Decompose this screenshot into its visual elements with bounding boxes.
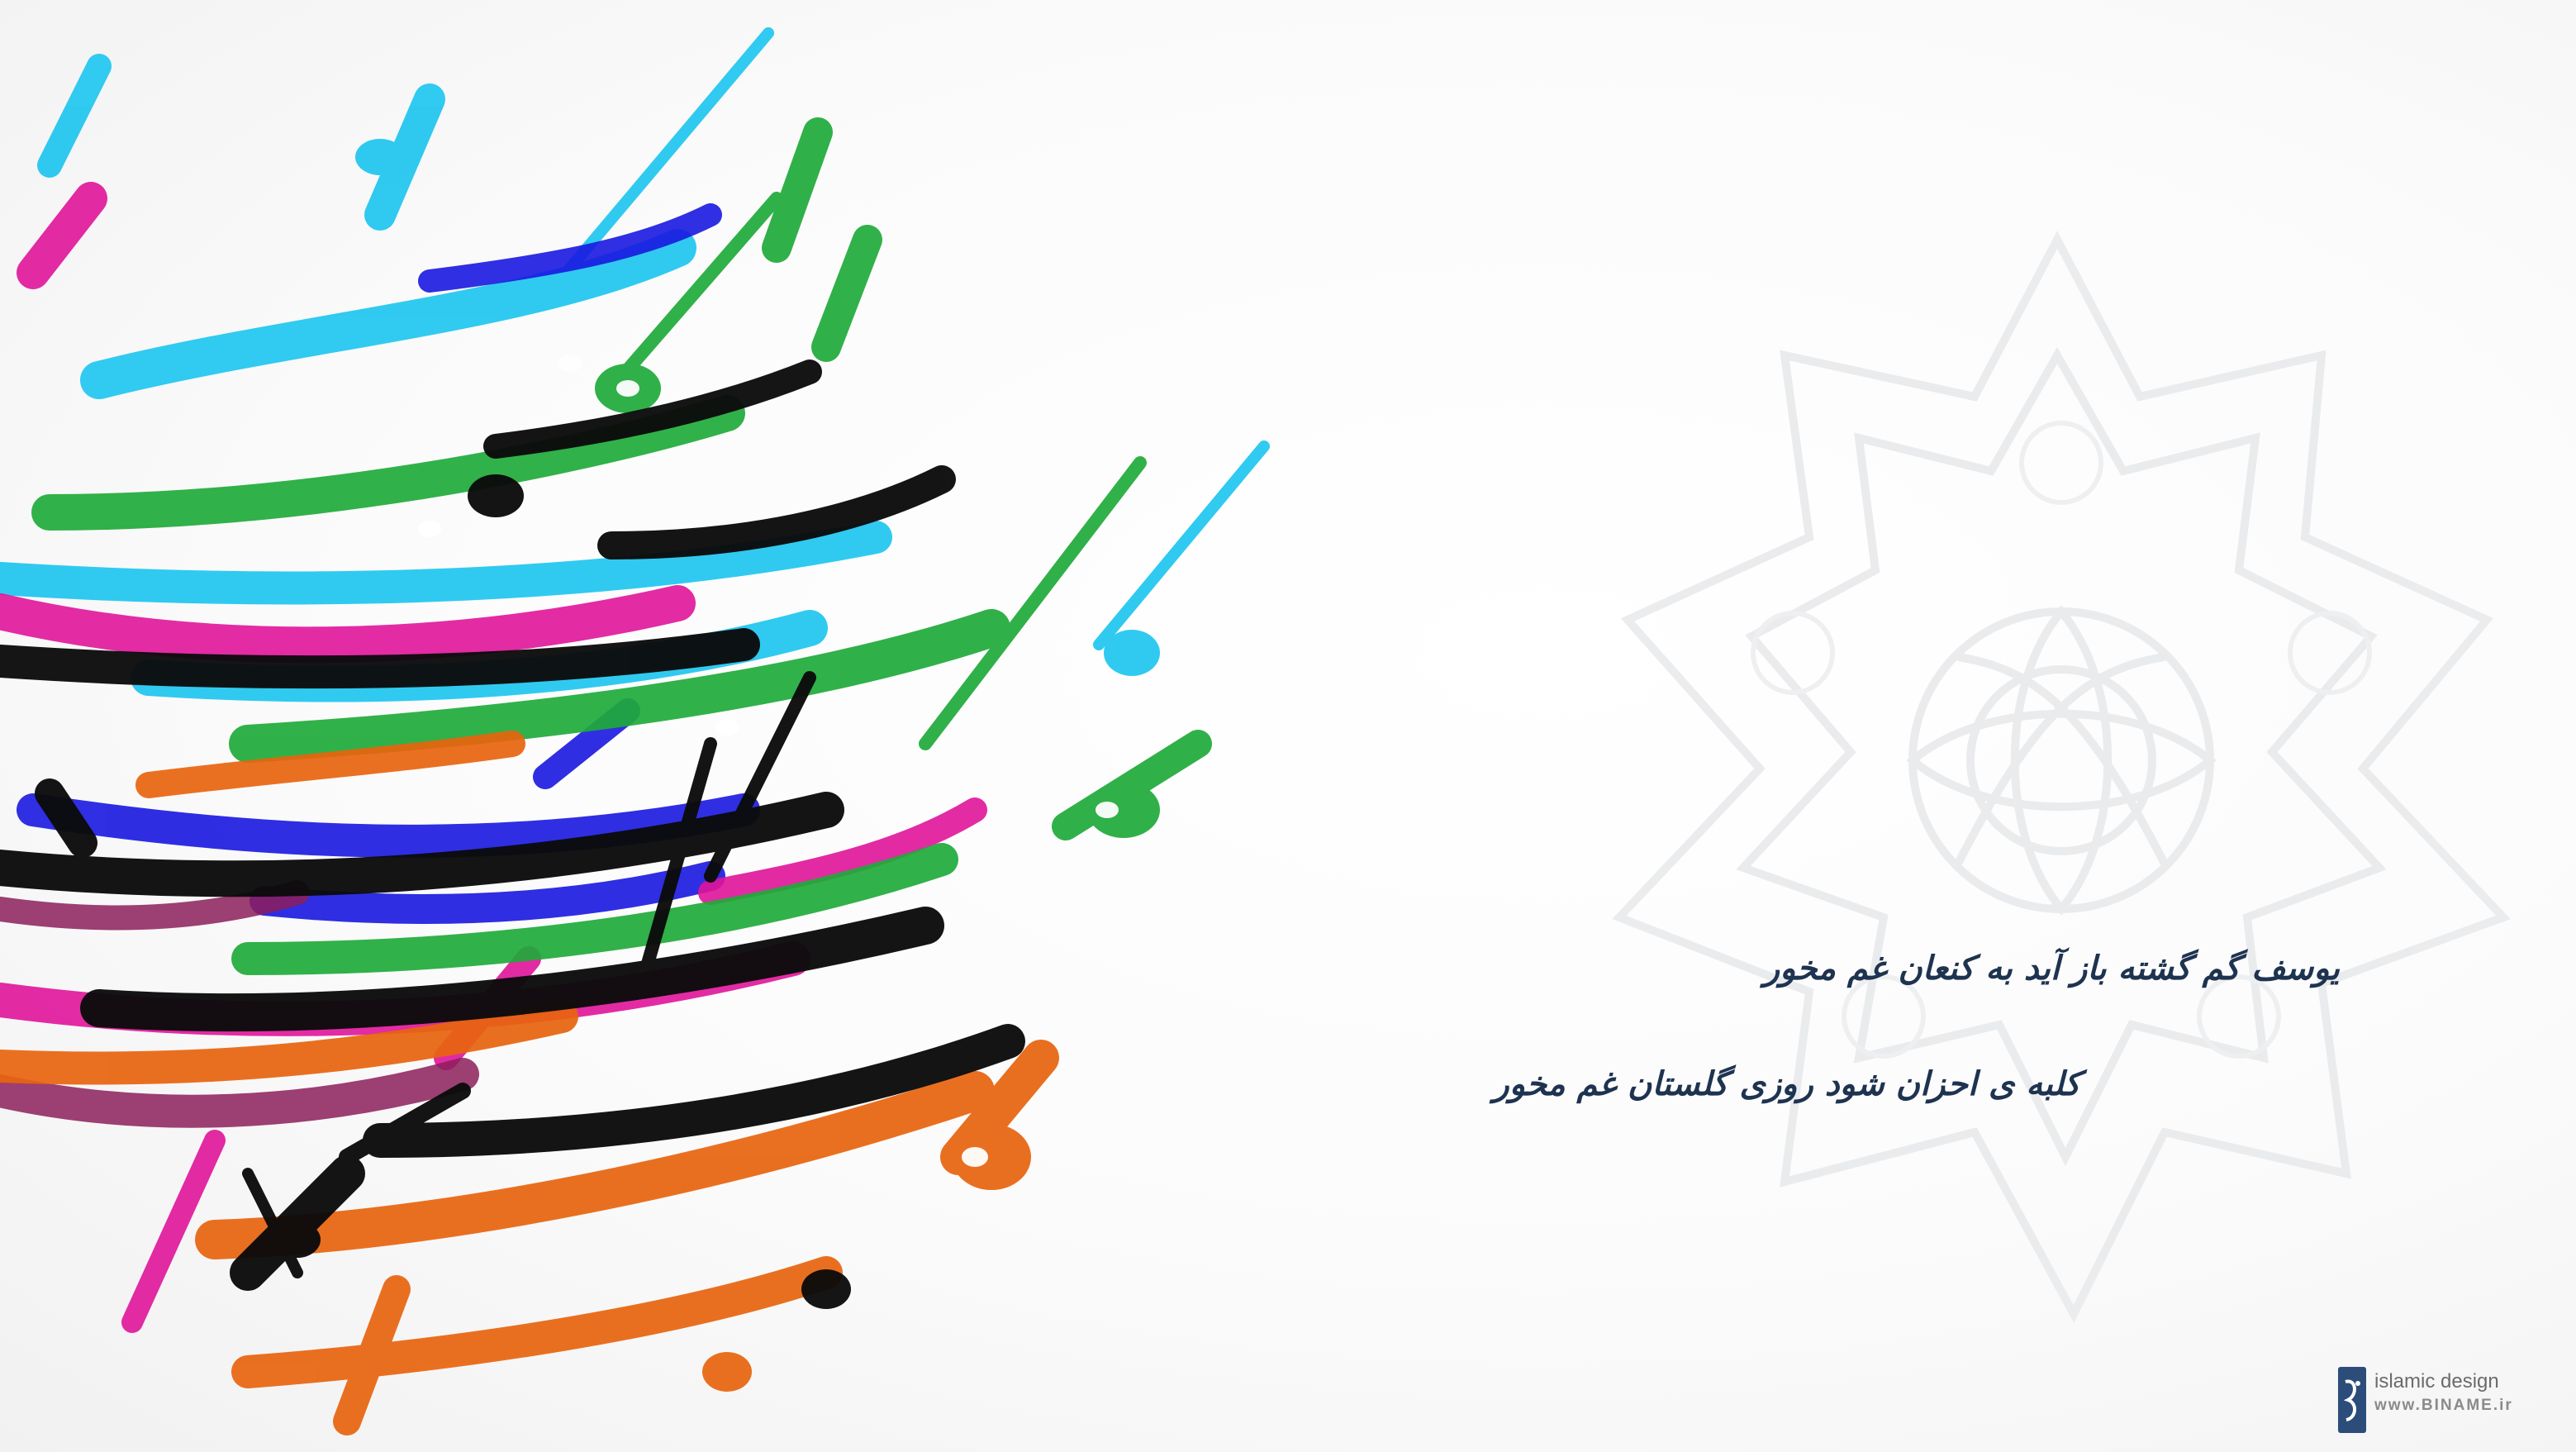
biname-logo-icon xyxy=(2338,1367,2366,1433)
islamic-star-ornament-icon xyxy=(1512,190,2576,1452)
poem-line-1: یوسف گم گشته باز آید به کنعان غم مخور xyxy=(1763,949,2340,988)
watermark-url: www.BINAME.ir xyxy=(2374,1397,2513,1414)
watermark-title: islamic design xyxy=(2374,1370,2499,1392)
poem-line-2: کلبه ی احزان شود روزی گلستان غم مخور xyxy=(1493,1064,2080,1103)
watermark xyxy=(2338,1367,2569,1433)
